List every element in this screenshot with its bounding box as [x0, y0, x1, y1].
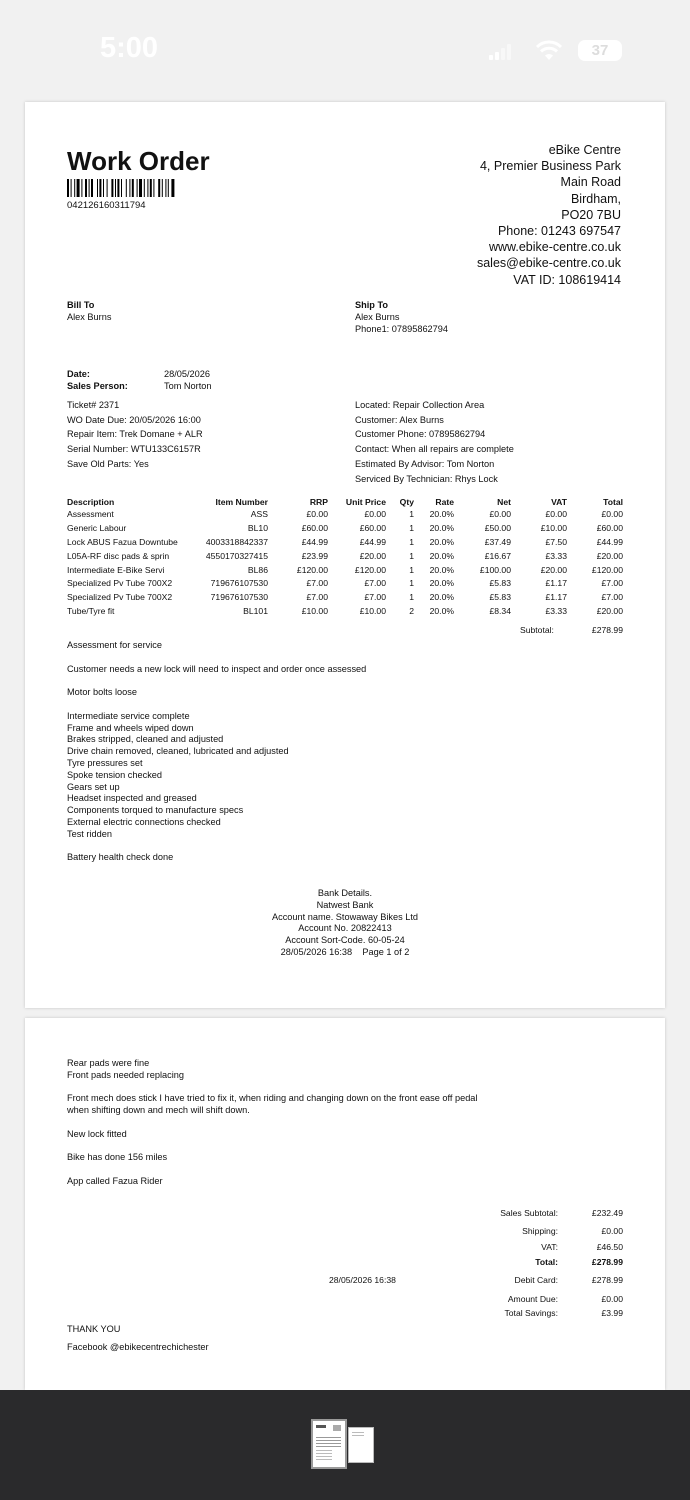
note-line: Bike has done 156 miles: [67, 1152, 168, 1163]
company-website: www.ebike-centre.co.uk: [488, 240, 621, 255]
note-line: Battery health check done: [67, 852, 174, 863]
table-cell: 1: [409, 550, 414, 561]
amount-due-value: £0.00: [601, 1294, 623, 1304]
table-cell: 4003318842337: [205, 536, 268, 547]
thank-you: THANK YOU: [67, 1324, 121, 1334]
note-line: Components torqued to manufacture specs: [67, 805, 244, 816]
print-timestamp: 28/05/2026 16:38: [329, 1275, 396, 1285]
table-cell: £0.00: [489, 508, 511, 519]
date-label: Date:: [67, 369, 90, 379]
date-labels: [67, 369, 128, 393]
column-header: Item Number: [215, 497, 268, 507]
page2-notes: [67, 1058, 477, 1188]
ticket-line: Customer Phone: 07895862794: [355, 429, 486, 440]
table-cell: L05A-RF disc pads & sprin: [67, 550, 170, 561]
table-cell: 1: [409, 508, 414, 519]
table-cell: 1: [409, 536, 414, 547]
table-cell: £44.99: [301, 536, 328, 547]
table-cell: 4550170327415: [205, 550, 268, 561]
vat-value: £46.50: [596, 1242, 623, 1252]
barcode-number: 042126160311794: [67, 200, 146, 211]
table-cell: £60.00: [596, 522, 623, 533]
table-cell: 20.0%: [429, 522, 454, 533]
ticket-line: Repair Item: Trek Domane + ALR: [67, 429, 203, 440]
sales-subtotal-label: Sales Subtotal:: [500, 1208, 558, 1218]
note-line: Spoke tension checked: [67, 769, 163, 780]
total-savings-label: Total Savings:: [504, 1308, 558, 1318]
note-line: App called Fazua Rider: [67, 1175, 163, 1186]
debit-card-value: £278.99: [591, 1275, 623, 1285]
table-cell: Assessment: [67, 508, 114, 519]
table-row: [67, 535, 623, 549]
column-header: VAT: [551, 497, 567, 507]
note-line: Tyre pressures set: [67, 757, 143, 768]
company-address: [477, 142, 621, 288]
bank-line: Account No. 20822413: [298, 923, 392, 934]
ticket-details-right: [355, 398, 514, 486]
table-cell: £20.00: [596, 606, 623, 617]
table-cell: 20.0%: [429, 578, 454, 589]
table-cell: Intermediate E-Bike Servi: [67, 564, 165, 575]
table-cell: 20.0%: [429, 606, 454, 617]
table-row: [67, 521, 623, 535]
company-line: Main Road: [560, 175, 621, 190]
table-cell: £20.00: [540, 564, 567, 575]
table-cell: Lock ABUS Fazua Downtube: [67, 536, 178, 547]
table-cell: 20.0%: [429, 536, 454, 547]
note-line: Front mech does stick I have tried to fix it, when riding and changing down on the front ease off pedal: [67, 1093, 478, 1104]
subtotal-value: £278.99: [591, 625, 623, 635]
table-cell: 1: [409, 564, 414, 575]
date-value: 28/05/2026: [164, 369, 210, 379]
ticket-line: WO Date Due: 20/05/2026 16:00: [67, 414, 201, 425]
table-cell: £10.00: [301, 606, 328, 617]
shipping-label: Shipping:: [522, 1226, 558, 1236]
note-line: Brakes stripped, cleaned and adjusted: [67, 734, 224, 745]
table-cell: £7.00: [601, 578, 623, 589]
table-cell: £1.17: [545, 592, 567, 603]
column-header: Rate: [435, 497, 454, 507]
table-cell: £7.50: [545, 536, 567, 547]
ship-to: [355, 299, 448, 335]
table-cell: £7.00: [364, 592, 386, 603]
page-thumbnail-bar: [0, 1390, 690, 1500]
column-header: Total: [603, 497, 623, 507]
table-cell: 20.0%: [429, 592, 454, 603]
column-header: RRP: [309, 497, 328, 507]
table-cell: £3.33: [545, 550, 567, 561]
ship-to-name: Alex Burns: [355, 312, 400, 322]
table-cell: £0.00: [601, 508, 623, 519]
totals-labels: [500, 1208, 558, 1318]
table-row: [67, 549, 623, 563]
table-cell: £7.00: [306, 578, 328, 589]
table-cell: £120.00: [296, 564, 328, 575]
table-cell: £20.00: [359, 550, 386, 561]
table-cell: BL86: [247, 564, 268, 575]
table-cell: £60.00: [301, 522, 328, 533]
ticket-line: Estimated By Advisor: Tom Norton: [355, 458, 495, 469]
table-cell: £7.00: [364, 578, 386, 589]
note-line: Test ridden: [67, 828, 112, 839]
table-cell: £0.00: [364, 508, 386, 519]
note-line: Assessment for service: [67, 640, 162, 650]
table-cell: £0.00: [306, 508, 328, 519]
table-cell: £120.00: [354, 564, 386, 575]
total-label: Total:: [535, 1257, 558, 1267]
table-cell: £7.00: [601, 592, 623, 603]
note-line: Gears set up: [67, 781, 120, 792]
table-cell: £60.00: [359, 522, 386, 533]
table-row: [67, 507, 623, 521]
table-cell: BL101: [243, 606, 268, 617]
facebook-handle: Facebook @ebikecentrechichester: [67, 1342, 209, 1352]
cellular-signal-icon: [489, 44, 513, 60]
table-cell: Tube/Tyre fit: [67, 606, 115, 617]
company-line: Birdham,: [570, 191, 621, 206]
table-cell: £5.83: [489, 578, 511, 589]
ticket-line: Serviced By Technician: Rhys Lock: [355, 473, 498, 484]
note-line: Motor bolts loose: [67, 687, 137, 698]
table-row: [67, 563, 623, 577]
note-line: Drive chain removed, cleaned, lubricated and adjusted: [67, 746, 289, 757]
status-bar: [0, 0, 690, 100]
table-cell: BL10: [247, 522, 268, 533]
table-cell: 20.0%: [429, 564, 454, 575]
ticket-line: Ticket# 2371: [67, 400, 120, 410]
total-value: £278.99: [591, 1257, 623, 1267]
table-row: [67, 590, 623, 604]
sales-person-value: Tom Norton: [164, 380, 212, 391]
table-cell: £37.49: [484, 536, 511, 547]
document-page-1: [25, 102, 665, 1008]
battery-icon: [578, 40, 622, 61]
table-cell: £7.00: [306, 592, 328, 603]
bill-to: [67, 299, 111, 323]
table-cell: £0.00: [545, 508, 567, 519]
ship-to-phone: Phone1: 07895862794: [355, 324, 448, 334]
note-line: Front pads needed replacing: [67, 1069, 184, 1080]
company-line: 4, Premier Business Park: [479, 159, 621, 174]
table-cell: Specialized Pv Tube 700X2: [67, 592, 173, 603]
debit-card-label: Debit Card:: [514, 1275, 558, 1285]
company-phone: Phone: 01243 697547: [497, 224, 621, 239]
column-header: Net: [497, 497, 511, 507]
barcode: [67, 179, 213, 197]
table-cell: £120.00: [591, 564, 623, 575]
document-title: Work Order: [67, 146, 210, 176]
page-footer: 28/05/2026 16:38 Page 1 of 2: [280, 946, 410, 957]
ticket-line: Customer: Alex Burns: [355, 414, 444, 425]
bank-details: [25, 888, 665, 959]
table-cell: 2: [409, 606, 414, 617]
column-header: Unit Price: [345, 497, 386, 507]
note-line: Customer needs a new lock will need to inspect and order once assessed: [67, 663, 367, 674]
table-cell: £3.33: [545, 606, 567, 617]
vat-label: VAT:: [541, 1242, 558, 1252]
table-row: [67, 604, 623, 618]
bank-line: Bank Details.: [317, 888, 373, 898]
table-cell: 719676107530: [210, 592, 268, 603]
notes: [67, 640, 366, 864]
table-header-row: [67, 493, 623, 507]
table-cell: Specialized Pv Tube 700X2: [67, 578, 173, 589]
wifi-icon: [535, 40, 563, 62]
subtotal-label: Subtotal:: [520, 625, 554, 635]
note-line: when shifting down and mech will shift down.: [67, 1105, 250, 1116]
bank-line: Account name. Stowaway Bikes Ltd: [271, 911, 419, 922]
note-line: New lock fitted: [67, 1128, 127, 1139]
page-thumbnail-1[interactable]: [313, 1421, 345, 1467]
column-header: Qty: [399, 497, 414, 507]
sales-subtotal-value: £232.49: [591, 1208, 623, 1218]
table-cell: £10.00: [359, 606, 386, 617]
ticket-line: Contact: When all repairs are complete: [355, 444, 514, 455]
totals-values: [592, 1208, 623, 1318]
amount-due-label: Amount Due:: [507, 1294, 558, 1304]
company-email: sales@ebike-centre.co.uk: [476, 256, 621, 271]
page-thumbnail-2[interactable]: [348, 1427, 374, 1463]
battery-level: 37: [591, 42, 609, 59]
table-cell: 719676107530: [210, 578, 268, 589]
table-cell: 1: [409, 578, 414, 589]
items-table: [67, 493, 623, 618]
document-page-2: [25, 1018, 665, 1390]
table-row: [67, 576, 623, 590]
table-cell: £50.00: [484, 522, 511, 533]
ticket-line: Located: Repair Collection Area: [355, 400, 485, 410]
table-cell: 1: [409, 592, 414, 603]
total-savings-value: £3.99: [601, 1308, 623, 1318]
table-cell: 20.0%: [429, 550, 454, 561]
table-cell: £20.00: [596, 550, 623, 561]
table-cell: £5.83: [489, 592, 511, 603]
bank-line: Account Sort-Code. 60-05-24: [285, 935, 405, 946]
company-line: PO20 7BU: [561, 207, 621, 222]
table-cell: £44.99: [359, 536, 386, 547]
table-cell: 20.0%: [429, 508, 454, 519]
ticket-line: Save Old Parts: Yes: [67, 458, 149, 469]
table-cell: 1: [409, 522, 414, 533]
note-line: External electric connections checked: [67, 816, 221, 827]
note-line: Intermediate service complete: [67, 710, 190, 721]
table-cell: £1.17: [545, 578, 567, 589]
sales-person-label: Sales Person:: [67, 380, 128, 391]
table-cell: £16.67: [484, 550, 511, 561]
ticket-line: Serial Number: WTU133C6157R: [67, 444, 201, 455]
note-line: Frame and wheels wiped down: [67, 722, 194, 733]
ticket-details: [67, 398, 203, 472]
note-line: Rear pads were fine: [67, 1058, 150, 1068]
ship-to-label: Ship To: [355, 300, 388, 310]
table-cell: £44.99: [596, 536, 623, 547]
table-cell: £8.34: [489, 606, 511, 617]
company-name: eBike Centre: [548, 143, 621, 157]
table-cell: £100.00: [479, 564, 511, 575]
table-cell: £10.00: [540, 522, 567, 533]
note-line: Headset inspected and greased: [67, 793, 197, 804]
bill-to-name: Alex Burns: [67, 312, 112, 322]
company-vat: VAT ID: 108619414: [513, 272, 621, 287]
column-header: Description: [67, 497, 115, 507]
bank-line: Natwest Bank: [316, 899, 374, 910]
table-cell: £23.99: [301, 550, 328, 561]
table-cell: ASS: [250, 508, 268, 519]
shipping-value: £0.00: [601, 1226, 623, 1236]
status-time: 5:00: [100, 32, 159, 64]
table-cell: Generic Labour: [67, 522, 127, 533]
bill-to-label: Bill To: [67, 300, 95, 310]
date-values: [164, 369, 211, 393]
